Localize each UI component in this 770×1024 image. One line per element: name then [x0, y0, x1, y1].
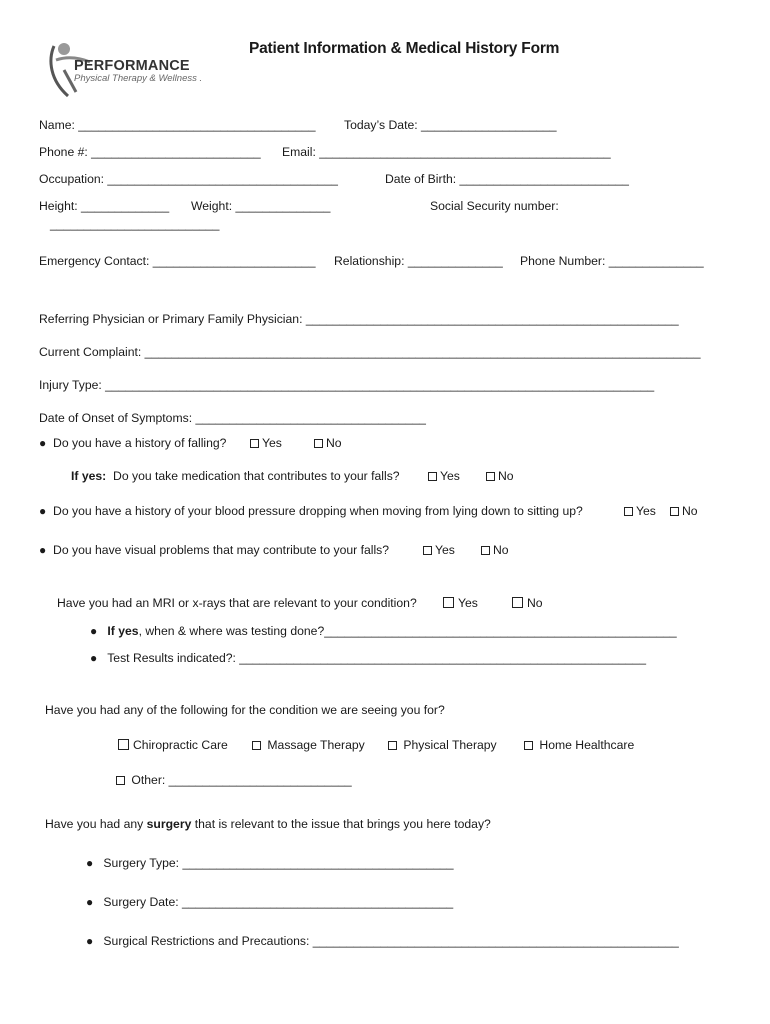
mri-where-field[interactable]	[90, 624, 677, 638]
surgery-bold: surgery	[146, 817, 192, 831]
bp-question	[39, 504, 583, 518]
visual-no-label: No	[493, 543, 509, 557]
falling-no-label: No	[326, 436, 342, 450]
other-label: Other: ___________________________	[131, 773, 352, 787]
bullet: ●	[90, 651, 98, 665]
occupation-field[interactable]: Occupation: __________________________________	[39, 172, 338, 186]
checkbox-icon[interactable]	[481, 546, 490, 555]
ssn-field[interactable]: _________________________	[50, 217, 220, 231]
pt-option[interactable]	[388, 738, 497, 752]
bp-yes-label: Yes	[636, 504, 656, 518]
phone-field[interactable]: Phone #: _________________________	[39, 145, 261, 159]
logo-brand: PERFORMANCE	[74, 58, 190, 74]
mri-yes-label: Yes	[458, 596, 478, 610]
checkbox-icon[interactable]	[443, 597, 454, 608]
medication-yes-label: Yes	[440, 469, 460, 483]
other-option[interactable]	[116, 773, 352, 787]
checkbox-icon[interactable]	[252, 741, 261, 750]
visual-yes-label: Yes	[435, 543, 455, 557]
checkbox-icon[interactable]	[314, 439, 323, 448]
bp-yes-option[interactable]	[624, 504, 656, 518]
bp-no-option[interactable]	[670, 504, 698, 518]
email-field[interactable]: Email: ___________________________________________	[282, 145, 611, 159]
surgery-type-field[interactable]	[86, 856, 454, 870]
surgery-post: that is relevant to the issue that brings you here today?	[191, 817, 491, 831]
checkbox-icon[interactable]	[428, 472, 437, 481]
checkbox-icon[interactable]	[423, 546, 432, 555]
referring-physician-field[interactable]: Referring Physician or Primary Family Physician: _______________________________________________________	[39, 312, 679, 326]
chiro-option[interactable]	[118, 738, 228, 752]
checkbox-icon[interactable]	[116, 776, 125, 785]
checkbox-icon[interactable]	[486, 472, 495, 481]
checkbox-icon[interactable]	[118, 739, 129, 750]
mri-no-label: No	[527, 596, 543, 610]
falling-question	[39, 436, 226, 450]
logo	[46, 40, 216, 100]
bullet: ●	[39, 504, 47, 518]
massage-label: Massage Therapy	[267, 738, 365, 752]
bullet: ●	[86, 934, 94, 948]
followings-question: Have you had any of the following for the condition we are seeing you for?	[45, 703, 445, 717]
mri-question: Have you had an MRI or x-rays that are relevant to your condition?	[57, 596, 417, 610]
pt-label: Physical Therapy	[403, 738, 497, 752]
surgery-question	[45, 817, 491, 831]
logo-tagline: Physical Therapy & Wellness .	[74, 73, 203, 84]
restrictions-field[interactable]	[86, 934, 679, 948]
if-yes-label: If yes:	[71, 469, 107, 483]
name-field[interactable]: Name: ___________________________________	[39, 118, 316, 132]
test-results-label: Test Results indicated?: ____________________________________________________________	[107, 651, 646, 665]
dob-field[interactable]: Date of Birth: _________________________	[385, 172, 629, 186]
medication-no-label: No	[498, 469, 514, 483]
checkbox-icon[interactable]	[512, 597, 523, 608]
todays-date-field[interactable]: Today’s Date: ____________________	[344, 118, 557, 132]
mri-where-label: , when & where was testing done?____________________________________________________	[138, 624, 677, 638]
bullet: ●	[86, 856, 94, 870]
bp-no-label: No	[682, 504, 698, 518]
weight-field[interactable]: Weight: ______________	[191, 199, 331, 213]
home-label: Home Healthcare	[539, 738, 635, 752]
visual-label: Do you have visual problems that may contribute to your falls?	[53, 543, 390, 557]
restrictions-label: Surgical Restrictions and Precautions: ______________________________________________________	[103, 934, 679, 948]
mri-where-bold: If yes	[107, 624, 139, 638]
medication-question	[71, 469, 400, 483]
onset-date-field[interactable]: Date of Onset of Symptoms: __________________________________	[39, 411, 426, 425]
falling-yes-option[interactable]	[250, 436, 282, 450]
bp-label: Do you have a history of your blood pressure dropping when moving from lying down to sitting up?	[53, 504, 583, 518]
surgery-pre: Have you had any	[45, 817, 147, 831]
falling-yes-label: Yes	[262, 436, 282, 450]
checkbox-icon[interactable]	[388, 741, 397, 750]
current-complaint-field[interactable]: Current Complaint: __________________________________________________________________________________	[39, 345, 701, 359]
visual-no-option[interactable]	[481, 543, 509, 557]
medication-yes-option[interactable]	[428, 469, 460, 483]
surgery-date-field[interactable]	[86, 895, 453, 909]
falling-label: Do you have a history of falling?	[53, 436, 227, 450]
surgery-date-label: Surgery Date: ________________________________________	[103, 895, 454, 909]
checkbox-icon[interactable]	[624, 507, 633, 516]
falling-no-option[interactable]	[314, 436, 342, 450]
page-title: Patient Information & Medical History Form	[249, 40, 560, 57]
surgery-type-label: Surgery Type: ________________________________________	[103, 856, 454, 870]
relationship-field[interactable]: Relationship: ______________	[334, 254, 503, 268]
bullet: ●	[39, 436, 47, 450]
medication-no-option[interactable]	[486, 469, 514, 483]
phone-number-field[interactable]: Phone Number: ______________	[520, 254, 704, 268]
bullet: ●	[90, 624, 98, 638]
height-field[interactable]: Height: _____________	[39, 199, 170, 213]
mri-yes-option[interactable]	[443, 596, 478, 610]
visual-yes-option[interactable]	[423, 543, 455, 557]
ssn-label: Social Security number:	[430, 199, 559, 213]
checkbox-icon[interactable]	[670, 507, 679, 516]
mri-no-option[interactable]	[512, 596, 543, 610]
bullet: ●	[86, 895, 94, 909]
home-option[interactable]	[524, 738, 634, 752]
emergency-contact-field[interactable]: Emergency Contact: ________________________	[39, 254, 316, 268]
checkbox-icon[interactable]	[250, 439, 259, 448]
visual-question	[39, 543, 389, 557]
massage-option[interactable]	[252, 738, 365, 752]
checkbox-icon[interactable]	[524, 741, 533, 750]
medication-label: Do you take medication that contributes to your falls?	[113, 469, 400, 483]
test-results-field[interactable]	[90, 651, 646, 665]
chiro-label: Chiropractic Care	[133, 738, 228, 752]
bullet: ●	[39, 543, 47, 557]
injury-type-field[interactable]: Injury Type: _________________________________________________________________________________	[39, 378, 655, 392]
